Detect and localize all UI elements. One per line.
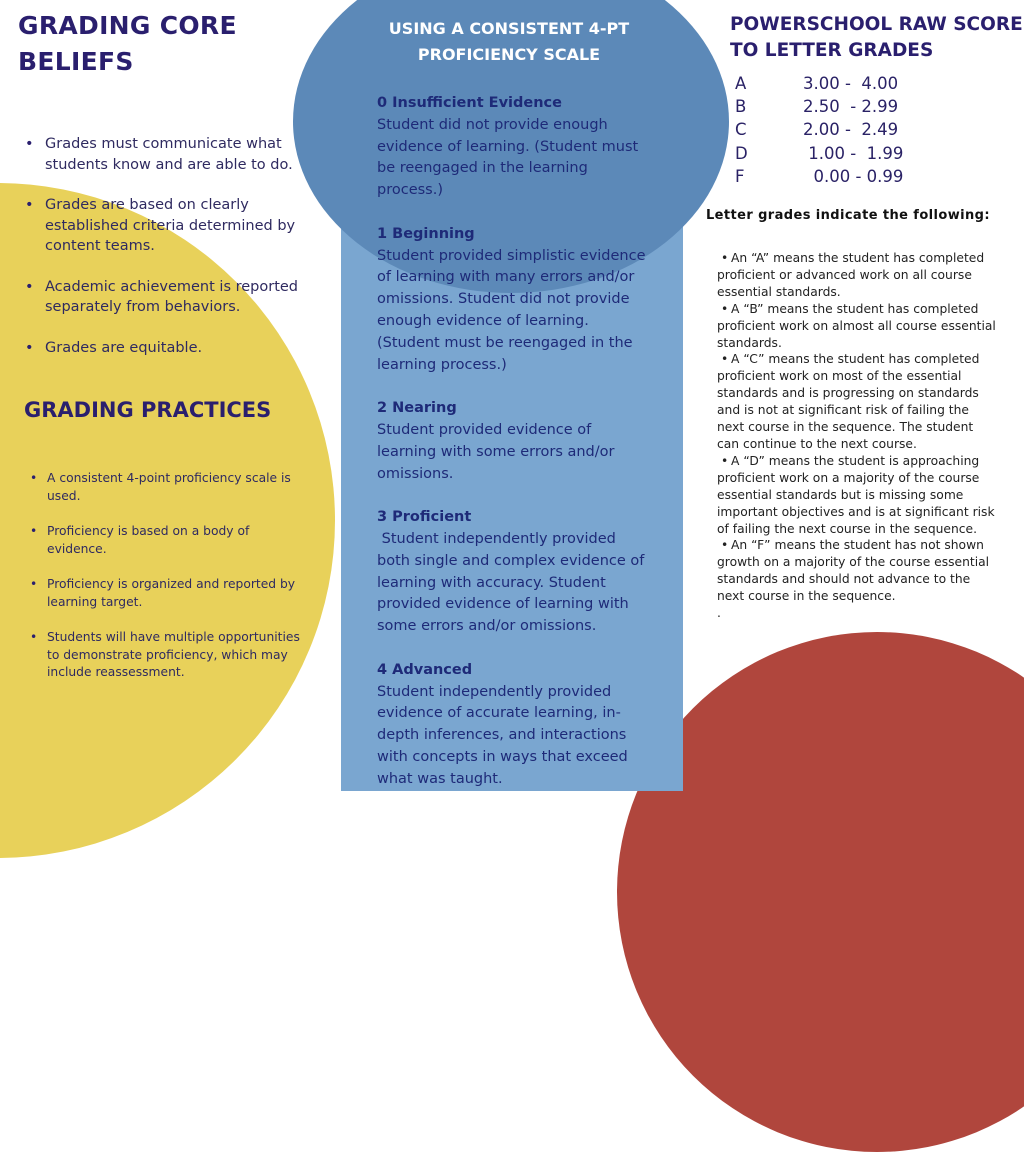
letter-grade-description <box>717 250 997 301</box>
grade-row <box>735 142 903 165</box>
letter-grades-subtitle: Letter grades indicate the following: <box>706 208 990 223</box>
proficiency-level-title: 2 Nearing <box>377 400 457 417</box>
powerschool-title-line2: TO LETTER GRADES <box>730 40 934 61</box>
proficiency-level-description: Student provided simplistic evidence of learning with many errors and/or omissions. Student did not provide enough evidence of learning. (Student must be reengaged in the learning process.) <box>377 247 646 373</box>
grading-practices-list <box>47 470 307 700</box>
proficiency-level <box>377 93 652 202</box>
proficiency-level-title: 3 Proficient <box>377 509 472 526</box>
letter-grade-description-text: A “C” means the student has completed proficient work on most of the essential standards and is progressing on standards and is not at significant risk of failing the next course in the sequence. The student can continue to the next course. <box>717 352 980 451</box>
grade-scale-table <box>735 72 903 188</box>
proficiency-level-description: Student did not provide enough evidence of learning. (Student must be reengaged in the learning process.) <box>377 116 639 199</box>
proficiency-level-title: 0 Insufficient Evidence <box>377 95 562 111</box>
grade-letter: D <box>735 143 748 163</box>
grading-practices-title: GRADING PRACTICES <box>24 398 272 422</box>
grade-letter: C <box>735 120 747 140</box>
bullet-icon: • <box>721 251 729 265</box>
grading-practice-item: • Proficiency is organized and reported by learning target. <box>47 576 307 611</box>
grade-range: 2.00 - 2.49 <box>803 120 899 140</box>
bullet-icon: • <box>721 538 729 553</box>
grading-practice-item: • A consistent 4-point proficiency scale is used. <box>47 470 307 505</box>
grade-row <box>735 95 903 118</box>
proficiency-level-description: Student independently provided both single and complex evidence of learning with accuracy. Student provided evidence of learning with some errors and/or omissions. <box>377 530 649 635</box>
proficiency-scale-title-line2: PROFICIENCY SCALE <box>417 45 601 64</box>
letter-grade-description <box>717 301 997 352</box>
letter-grade-description <box>717 351 997 452</box>
core-beliefs-title-line2: BELIEFS <box>18 47 134 76</box>
grade-letter: B <box>735 97 747 117</box>
letter-grade-description-text: An “A” means the student has completed proficient or advanced work on all course essential standards. <box>717 251 985 299</box>
proficiency-level-description: Student provided evidence of learning with some errors and/or omissions. <box>377 421 615 482</box>
powerschool-title <box>730 12 1023 64</box>
grade-letter: F <box>735 166 745 186</box>
core-beliefs-title <box>18 8 237 80</box>
trailing-period: . <box>717 606 721 621</box>
core-beliefs-title-line1: GRADING CORE <box>18 11 237 40</box>
powerschool-title-line1: POWERSCHOOL RAW SCORE <box>730 14 1023 35</box>
proficiency-level <box>377 398 652 485</box>
core-belief-item: • Academic achievement is reported separately from behaviors. <box>45 277 310 318</box>
proficiency-levels <box>377 93 652 812</box>
grade-range: 0.00 - 0.99 <box>803 166 904 186</box>
proficiency-level <box>377 224 652 377</box>
grade-row <box>735 118 903 141</box>
proficiency-scale-title-line1: USING A CONSISTENT 4-PT <box>388 19 630 38</box>
proficiency-level-title: 1 Beginning <box>377 225 475 242</box>
grade-range: 1.00 - 1.99 <box>803 143 904 163</box>
proficiency-scale-title <box>340 16 678 68</box>
grade-row <box>735 72 903 95</box>
grade-row <box>735 165 903 188</box>
grading-practice-item: • Students will have multiple opportunities to demonstrate proficiency, which may include reassessment. <box>47 629 307 682</box>
proficiency-level <box>377 507 652 638</box>
bullet-icon: • <box>721 352 729 367</box>
letter-grade-description <box>717 453 997 538</box>
proficiency-level-title: 4 Advanced <box>377 661 473 678</box>
letter-grade-description <box>717 537 997 605</box>
letter-grade-description-text: A “D” means the student is approaching proficient work on a majority of the course essential standards but is missing some important objectives and is at significant risk of failing the next course in the sequence. <box>717 453 995 536</box>
core-belief-item: • Grades must communicate what students know and are able to do. <box>45 134 310 175</box>
grade-range: 3.00 - 4.00 <box>803 74 899 93</box>
grade-letter: A <box>735 74 747 93</box>
core-belief-item: • Grades are equitable. <box>45 338 310 359</box>
proficiency-level-description: Student independently provided evidence of accurate learning, in-depth inferences, and interactions with concepts in ways that exceed what was taught. <box>377 683 628 787</box>
bullet-icon: • <box>721 453 729 468</box>
grade-range: 2.50 - 2.99 <box>803 97 899 117</box>
letter-grade-description-text: An “F” means the student has not shown growth on a majority of the course essential standards and should not advance to the next course in the sequence. <box>717 538 990 604</box>
grading-practice-item: • Proficiency is based on a body of evidence. <box>47 523 307 558</box>
bullet-icon: • <box>721 301 729 316</box>
core-beliefs-list <box>45 134 310 378</box>
core-belief-item: • Grades are based on clearly established criteria determined by content teams. <box>45 195 310 257</box>
proficiency-level <box>377 660 652 791</box>
letter-grade-description-text: A “B” means the student has completed proficient work on almost all course essential standards. <box>717 301 996 350</box>
letter-grade-descriptions <box>717 250 997 622</box>
